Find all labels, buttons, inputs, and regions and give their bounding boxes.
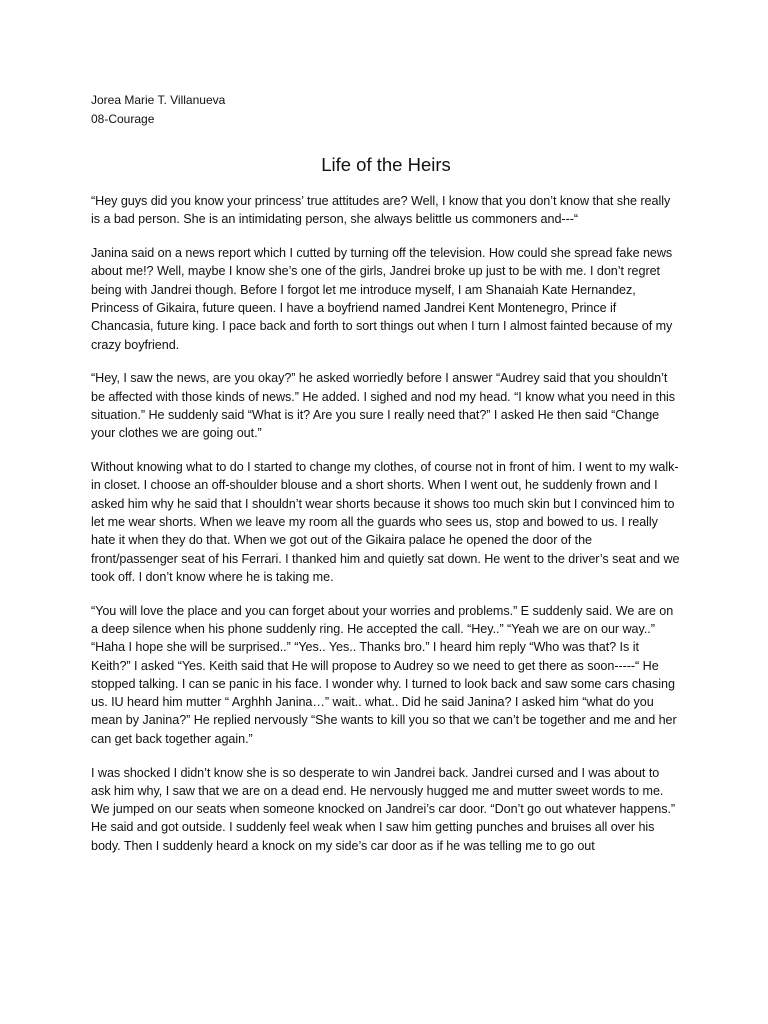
paragraph-6: I was shocked I didn’t know she is so desperate to win Jandrei back. Jandrei cursed and I was about to ask him why, I saw that we are on a dead end. He nervously hugged me and mutter sweet words to me. We jumped on our seats when someone knocked on Jandrei’s car door. “Don’t go out whatever happens.” He said and got outside. I suddenly feel weak when I saw him getting punches and bruises all over his body. Then I suddenly heard a knock on my side’s car door as if he was telling me to go out bbox=[91, 765, 676, 853]
document-body bbox=[91, 91, 681, 871]
paragraph-1: “Hey guys did you know your princess’ true attitudes are? Well, I know that you don’t know that she really is a bad person. She is an intimidating person, she always belittle us commoners and---“ bbox=[91, 194, 671, 227]
class-section: 08-Courage bbox=[91, 112, 155, 126]
paragraph-4: Without knowing what to do I started to change my clothes, of course not in front of him. I went to my walk-in closet. I choose an off-shoulder blouse and a short shorts. When I went out, he suddenly frown and I asked him why he said that I shouldn’t wear shorts because it shows too much skin but I convinced him to let me wear shorts. When we leave my room all the guards who sees us, stop and bowed to us. I really hate it when they do that. When we got out of the Gikaira palace he opened the door of the front/passenger seat of his Ferrari. I thanked him and quietly sat down. He went to the driver’s seat and we took off. I don’t know where he is taking me. bbox=[91, 460, 680, 584]
paragraph-3: “Hey, I saw the news, are you okay?” he asked worriedly before I answer “Audrey said that you shouldn’t be affected with those kinds of news.” He added. I sighed and nod my head. “I know what you need in this situation.” He suddenly said “What is it? Are you sure I really need that?” I asked He then said “Change your clothes we are going out.” bbox=[91, 371, 676, 441]
paragraph-2: Janina said on a news report which I cutted by turning off the television. How could she spread fake news about me!? Well, maybe I know she’s one of the girls, Jandrei broke up just to be with me. I don’t regret being with Jandrei though. Before I forgot let me introduce myself, I am Shanaiah Kate Hernandez, Princess of Gikaira, future queen. I have a boyfriend named Jandrei Kent Montenegro, Prince if Chancasia, future king. I pace back and forth to sort things out when I turn I almost fainted because of my crazy boyfriend. bbox=[91, 246, 673, 352]
paragraph-5: “You will love the place and you can forget about your worries and problems.” E suddenly said. We are on a deep silence when his phone suddenly ring. He accepted the call. “Hey..” “Yeah we are on our way..” “Haha I hope she will be surprised..” “Yes.. Yes.. Thanks bro.” I heard him reply “Who was that? Is it Keith?” I asked “Yes. Keith said that He will propose to Audrey so we need to get there as soon-----“ He stopped talking. I can se panic in his face. I wonder why. I turned to look back and saw some cars chasing us. IU heard him mutter “ Arghhh Janina…” wait.. what.. Did he said Janina? I asked him “what do you mean by Janina?” He replied nervously “She wants to kill you so that we can’t be together and me and her can get back together again.” bbox=[91, 603, 677, 746]
author-name: Jorea Marie T. Villanueva bbox=[91, 93, 226, 107]
document-title: Life of the Heirs bbox=[321, 154, 451, 175]
